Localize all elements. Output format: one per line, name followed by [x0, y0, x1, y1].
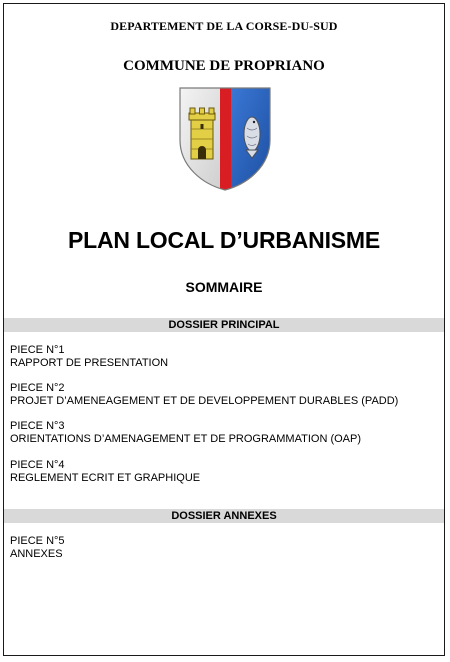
piece-number: PIECE N°1: [10, 344, 65, 356]
coat-of-arms-icon: [176, 84, 274, 194]
summary-heading: SOMMAIRE: [185, 279, 263, 295]
crest-red-pale: [220, 84, 231, 194]
section-heading-annexes: DOSSIER ANNEXES: [4, 509, 444, 523]
piece-entry: [10, 459, 200, 485]
piece-title: ORIENTATIONS D’AMENAGEMENT ET DE PROGRAMMATION (OAP): [10, 433, 362, 445]
tower-icon: [189, 108, 215, 159]
piece-entry: [10, 535, 65, 561]
commune-heading: COMMUNE DE PROPRIANO: [123, 58, 325, 74]
piece-title: REGLEMENT ECRIT ET GRAPHIQUE: [10, 472, 201, 484]
document-title: PLAN LOCAL D’URBANISME: [67, 227, 381, 253]
document-page: [3, 3, 445, 656]
piece-title: PROJET D’AMENEAGEMENT ET DE DEVELOPPEMENT DURABLES (PADD): [10, 395, 399, 407]
piece-number: PIECE N°4: [10, 459, 65, 471]
piece-entry: [10, 382, 398, 408]
piece-number: PIECE N°3: [10, 420, 65, 432]
piece-number: PIECE N°2: [10, 382, 65, 394]
department-heading: DEPARTEMENT DE LA CORSE-DU-SUD: [110, 19, 338, 33]
piece-title: ANNEXES: [10, 548, 63, 560]
piece-number: PIECE N°5: [10, 535, 65, 547]
piece-entry: [10, 420, 361, 446]
piece-entry: [10, 344, 168, 370]
section-heading-principal: DOSSIER PRINCIPAL: [4, 318, 444, 332]
piece-title: RAPPORT DE PRESENTATION: [10, 357, 169, 369]
